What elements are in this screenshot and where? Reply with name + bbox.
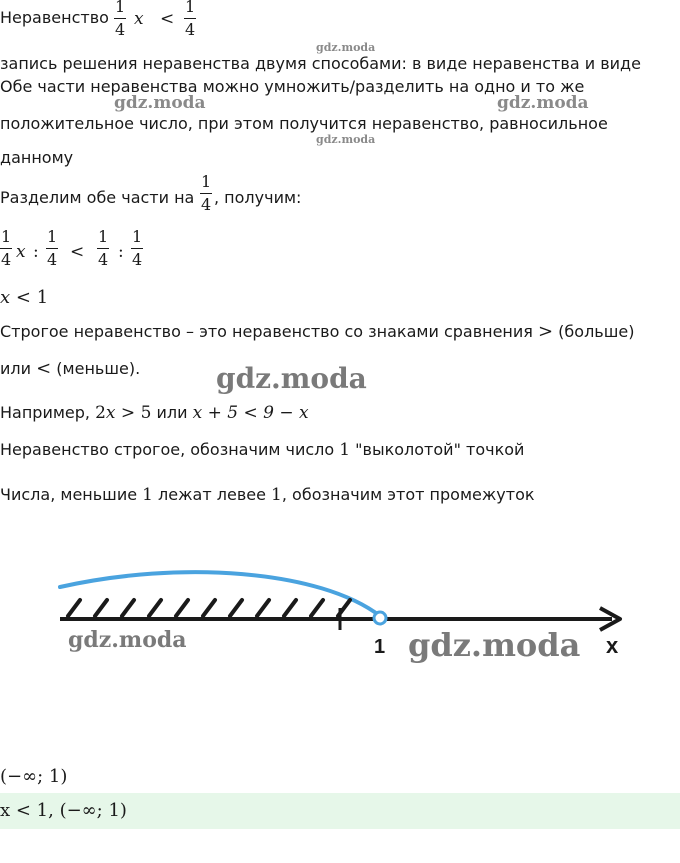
fraction-d — [131, 228, 143, 269]
line-13 — [0, 485, 535, 505]
text-less-word: (меньше). — [51, 359, 141, 378]
less-sign: < — [36, 358, 52, 379]
text-punctured-point: "выколотой" точкой — [350, 440, 525, 459]
fraction-divisor — [200, 173, 212, 214]
fraction-denominator: 4 — [1, 250, 12, 269]
fraction-bar — [97, 248, 109, 249]
line-11 — [0, 403, 309, 423]
line-9 — [0, 322, 634, 342]
var-x: x — [134, 9, 144, 29]
fraction-numerator: 1 — [98, 227, 109, 246]
greater-sign: > — [538, 321, 554, 342]
watermark-logo: gdz.moda — [408, 626, 581, 664]
fraction-b — [46, 228, 58, 269]
text-strict-definition: Строгое неравенство – это неравенство со знаками сравнения — [0, 322, 538, 341]
var-x: x — [0, 287, 11, 308]
colon-sign: : — [33, 242, 39, 262]
fraction-bar — [0, 248, 12, 249]
axis-label: x — [606, 633, 619, 658]
point-label: 1 — [374, 636, 386, 658]
line-1 — [0, 8, 109, 28]
fraction-numerator: 1 — [201, 172, 212, 191]
text-numbers-less: Числа, меньшие — [0, 485, 143, 504]
line-12 — [0, 440, 524, 460]
text-divide-tail: , получим: — [214, 188, 302, 207]
fraction-numerator: 1 — [115, 0, 126, 16]
fraction-1 — [114, 0, 126, 39]
watermark-logo: gdz.moda — [68, 627, 187, 653]
line-3: Обе части неравенства можно умножить/разделить на одно и то же — [0, 77, 585, 96]
text-interval-note: , обозначим этот промежуток — [281, 485, 535, 504]
line-5: данному — [0, 148, 74, 167]
less-sign: < — [15, 287, 31, 308]
fraction-denominator: 4 — [47, 250, 58, 269]
text-divide-lead: Разделим обе части на — [0, 188, 195, 207]
fraction-bar — [46, 248, 58, 249]
fraction-bar — [114, 18, 126, 19]
fraction-numerator: 1 — [47, 227, 58, 246]
fraction-bar — [131, 248, 143, 249]
fraction-numerator: 1 — [1, 227, 12, 246]
text-or: или — [0, 359, 37, 378]
text-left-of: лежат левее — [152, 485, 272, 504]
punctured-point — [374, 612, 386, 624]
expr-2: x + 5 < 9 − x — [192, 403, 309, 423]
watermark-logo: gdz.moda — [316, 133, 376, 146]
less-sign: < — [160, 9, 175, 29]
fraction-c — [97, 228, 109, 269]
var-x: x — [16, 242, 26, 262]
text-greater-word: (больше) — [553, 322, 635, 341]
hatching — [68, 600, 350, 616]
line-8 — [0, 288, 48, 308]
number-one: 1 — [339, 440, 351, 460]
fraction-denominator: 4 — [185, 20, 196, 39]
watermark-logo: gdz.moda — [114, 93, 206, 113]
answer-text: x < 1, (−∞; 1) — [0, 800, 127, 821]
watermark-logo: gdz.moda — [216, 362, 367, 395]
number-one: 1 — [142, 485, 153, 505]
fraction-denominator: 4 — [98, 250, 109, 269]
line-2: запись решения неравенства двумя способами: в виде неравенства и виде — [0, 54, 641, 73]
text-example: Например, — [0, 403, 96, 422]
line-4: положительное число, при этом получится неравенство, равносильное — [0, 114, 608, 133]
text-or: или — [151, 403, 193, 422]
colon-sign: : — [118, 242, 124, 262]
fraction-denominator: 4 — [201, 195, 212, 214]
fraction-a — [0, 228, 12, 269]
line-6 — [0, 188, 194, 208]
expr-1-var: x — [105, 403, 116, 423]
expr-1-rest: > 5 — [115, 403, 152, 423]
interval-notation: (−∞; 1) — [0, 766, 68, 787]
fraction-numerator: 1 — [185, 0, 196, 16]
watermark-logo: gdz.moda — [497, 93, 589, 113]
expr-1-coef: 2 — [95, 403, 106, 423]
fraction-bar — [184, 18, 196, 19]
interval-arc — [60, 572, 380, 616]
text-inequality-lead: Неравенство — [0, 8, 109, 27]
less-sign: < — [70, 242, 85, 262]
fraction-denominator: 4 — [115, 20, 126, 39]
fraction-numerator: 1 — [132, 227, 143, 246]
number-one: 1 — [271, 485, 282, 505]
fraction-bar — [200, 193, 212, 194]
fraction-2 — [184, 0, 196, 39]
line-10 — [0, 359, 140, 379]
watermark-logo: gdz.moda — [316, 41, 376, 54]
answer-box — [0, 793, 680, 829]
text-strict-note: Неравенство строгое, обозначим число — [0, 440, 340, 459]
fraction-denominator: 4 — [132, 250, 143, 269]
number-one: 1 — [36, 287, 49, 308]
